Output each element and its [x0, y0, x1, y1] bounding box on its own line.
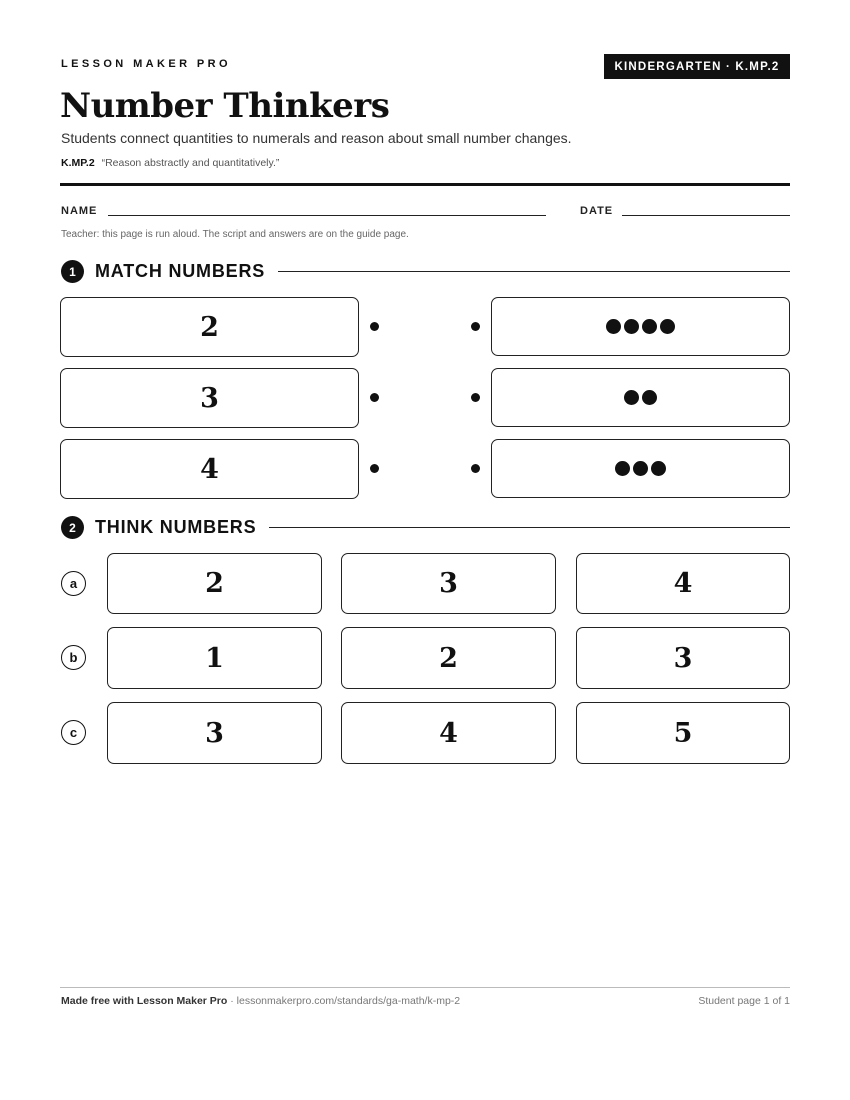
- quantity-dot: [642, 319, 657, 334]
- name-label: NAME: [61, 205, 98, 217]
- number-card-text: 3: [673, 642, 693, 674]
- numeral-card: [60, 439, 359, 499]
- section-2-title: THINK NUMBERS: [95, 517, 257, 537]
- date-label: DATE: [580, 205, 614, 217]
- footer-page-number: Student page 1 of 1: [698, 995, 790, 1007]
- teacher-note: Teacher: this page is run aloud. The script and answers are on the guide page.: [61, 229, 409, 240]
- quantity-dot: [606, 319, 621, 334]
- section-2-number-badge: 2: [61, 516, 84, 539]
- quantity-dot: [633, 461, 648, 476]
- numeral-card: [60, 368, 359, 428]
- dot-card: [491, 297, 790, 356]
- footer-credit: [61, 995, 460, 1007]
- section-1-heading: [61, 260, 790, 283]
- name-field[interactable]: [108, 215, 546, 216]
- quantity-dot: [624, 319, 639, 334]
- row-letter-a: a: [61, 571, 86, 596]
- section-1-number-badge: 1: [61, 260, 84, 283]
- left-match-dot[interactable]: [370, 393, 379, 402]
- section-2-heading: [61, 516, 790, 539]
- quantity-dots: [615, 461, 666, 476]
- row-letter-c: c: [61, 720, 86, 745]
- quantity-dot: [660, 319, 675, 334]
- header-divider: [60, 183, 790, 186]
- quantity-dot: [642, 390, 657, 405]
- number-card[interactable]: [107, 702, 322, 764]
- number-card-text: 3: [205, 717, 224, 749]
- date-field[interactable]: [622, 215, 790, 216]
- numeral-text: 4: [200, 453, 219, 485]
- number-card-text: 1: [205, 642, 224, 674]
- right-match-dot[interactable]: [471, 393, 480, 402]
- number-card-text: 4: [439, 717, 458, 749]
- section-1-rule: [278, 271, 790, 272]
- number-card[interactable]: [107, 627, 322, 689]
- section-2-rule: [269, 527, 790, 528]
- page-title: Number Thinkers: [60, 86, 390, 126]
- number-card[interactable]: [576, 553, 790, 614]
- number-card[interactable]: [341, 627, 556, 689]
- dot-card: [491, 368, 790, 427]
- number-card[interactable]: [341, 702, 556, 764]
- number-card[interactable]: [576, 702, 790, 764]
- numeral-card: [60, 297, 359, 357]
- numeral-text: 3: [200, 382, 219, 414]
- page-subtitle: Students connect quantities to numerals and reason about small number changes.: [61, 130, 572, 146]
- quantity-dot: [615, 461, 630, 476]
- number-card-text: 2: [439, 642, 458, 674]
- number-card-text: 5: [673, 717, 693, 749]
- footer-made-with: Made free with Lesson Maker Pro: [61, 995, 228, 1007]
- grade-badge: KINDERGARTEN · K.MP.2: [604, 54, 790, 79]
- quantity-dot: [651, 461, 666, 476]
- number-card[interactable]: [341, 553, 556, 614]
- quantity-dots: [624, 390, 657, 405]
- number-card[interactable]: [107, 553, 322, 614]
- right-match-dot[interactable]: [471, 322, 480, 331]
- number-card[interactable]: [576, 627, 790, 689]
- right-match-dot[interactable]: [471, 464, 480, 473]
- footer-divider: [60, 987, 790, 988]
- standard-code: K.MP.2: [61, 157, 95, 169]
- quantity-dot: [624, 390, 639, 405]
- standard-line: [61, 157, 279, 169]
- left-match-dot[interactable]: [370, 322, 379, 331]
- footer-url[interactable]: · lessonmakerpro.com/standards/ga-math/k-mp-2: [227, 995, 461, 1007]
- numeral-text: 2: [200, 311, 219, 343]
- row-letter-b: b: [61, 645, 86, 670]
- dot-card: [491, 439, 790, 498]
- brand-name: LESSON MAKER PRO: [61, 58, 231, 70]
- standard-quote: “Reason abstractly and quantitatively.”: [101, 157, 280, 169]
- number-card-text: 3: [439, 568, 458, 599]
- quantity-dots: [606, 319, 675, 334]
- left-match-dot[interactable]: [370, 464, 379, 473]
- section-1-title: MATCH NUMBERS: [95, 261, 266, 281]
- number-card-text: 2: [205, 568, 224, 599]
- number-card-text: 4: [673, 568, 693, 599]
